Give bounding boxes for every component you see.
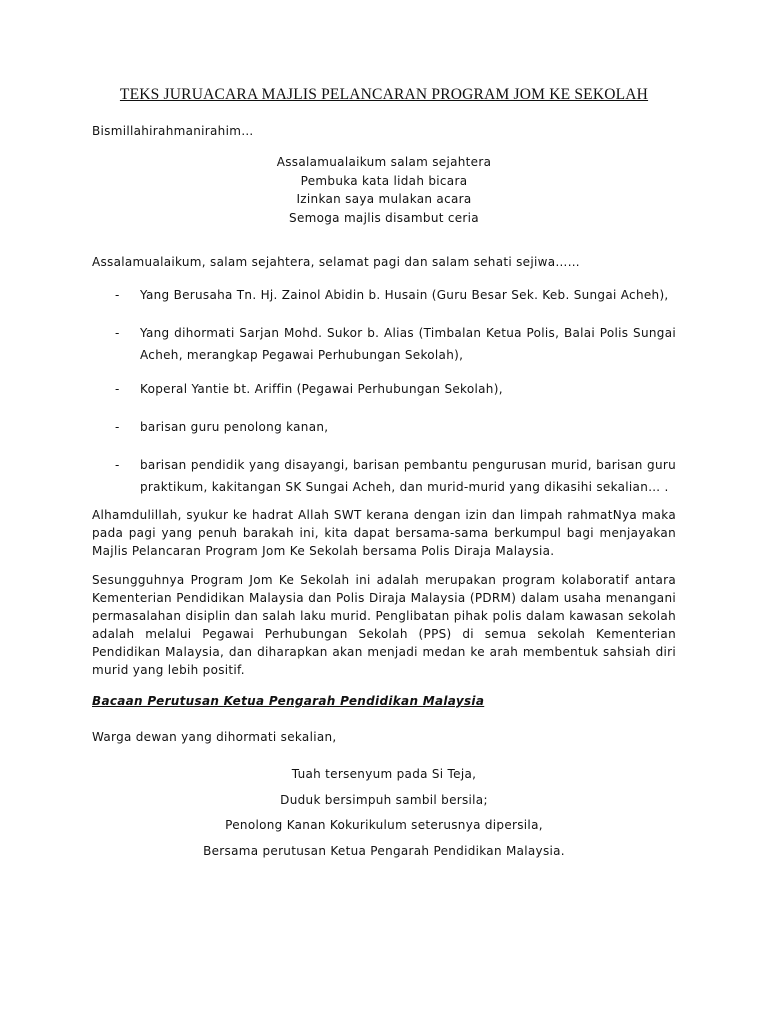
list-dash: - [115, 458, 120, 472]
poem-line: Penolong Kanan Kokurikulum seterusnya dipersila, [225, 818, 543, 832]
list-item-text: barisan guru penolong kanan, [140, 420, 329, 434]
list-dash: - [115, 382, 120, 396]
greeting-line: Assalamualaikum, salam sejahtera, selamat pagi dan salam sehati sejiwa…… [92, 255, 580, 269]
list-item-text: Yang Berusaha Tn. Hj. Zainol Abidin b. Husain (Guru Besar Sek. Keb. Sungai Acheh), [140, 288, 669, 302]
address-line: Warga dewan yang dihormati sekalian, [92, 730, 337, 744]
list-item-text: Yang dihormati Sarjan Mohd. Sukor b. Alias (Timbalan Ketua Polis, Balai Polis Sungai Acheh, merangkap Pegawai Perhubungan Sekolah), [140, 326, 676, 362]
closing-poem [0, 762, 768, 864]
poem-line: Duduk bersimpuh sambil bersila; [280, 792, 488, 807]
poem-line: Assalamualaikum salam sejahtera [276, 155, 492, 169]
poem-line: Semoga majlis disambut ceria [289, 210, 479, 225]
opening-line: Bismillahirahmanirahim… [92, 124, 254, 138]
poem-line: Tuah tersenyum pada Si Teja, [291, 767, 477, 781]
opening-poem [0, 153, 768, 227]
list-dash: - [115, 326, 120, 340]
list-item-text: Koperal Yantie bt. Ariffin (Pegawai Perhubungan Sekolah), [140, 382, 503, 396]
poem-line: Pembuka kata lidah bicara [300, 173, 468, 188]
section-heading: Bacaan Perutusan Ketua Pengarah Pendidikan Malaysia [92, 694, 485, 708]
poem-line: Bersama perutusan Ketua Pengarah Pendidikan Malaysia. [203, 843, 565, 858]
poem-line: Izinkan saya mulakan acara [296, 192, 472, 206]
paragraph-program: Sesungguhnya Program Jom Ke Sekolah ini adalah merupakan program kolaboratif antara Kementerian Pendidikan Malaysia dan Polis Diraja Malaysia (PDRM) dalam usaha menangani permasalahan disiplin dan salah laku murid. Penglibatan pihak polis dalam kawasan sekolah adalah melalui Pegawai Perhubungan Sekolah (PPS) di semua sekolah Kementerian Pendidikan Malaysia, dan diharapkan akan menjadi medan ke arah membentuk sahsiah diri murid yang lebih positif. [92, 573, 676, 677]
list-dash: - [115, 288, 120, 302]
paragraph-alhamdulillah: Alhamdulillah, syukur ke hadrat Allah SWT kerana dengan izin dan limpah rahmatNya maka pada pagi yang penuh barakah ini, kita dapat bersama-sama berkumpul bagi menjayakan Majlis Pelancaran Program Jom Ke Sekolah bersama Polis Diraja Malaysia. [92, 508, 676, 558]
document-title: TEKS JURUACARA MAJLIS PELANCARAN PROGRAM JOM KE SEKOLAH [119, 86, 649, 103]
list-item-text: barisan pendidik yang disayangi, barisan pembantu pengurusan murid, barisan guru praktikum, kakitangan SK Sungai Acheh, dan murid-murid yang dikasihi sekalian… . [140, 458, 676, 494]
list-dash: - [115, 420, 120, 434]
